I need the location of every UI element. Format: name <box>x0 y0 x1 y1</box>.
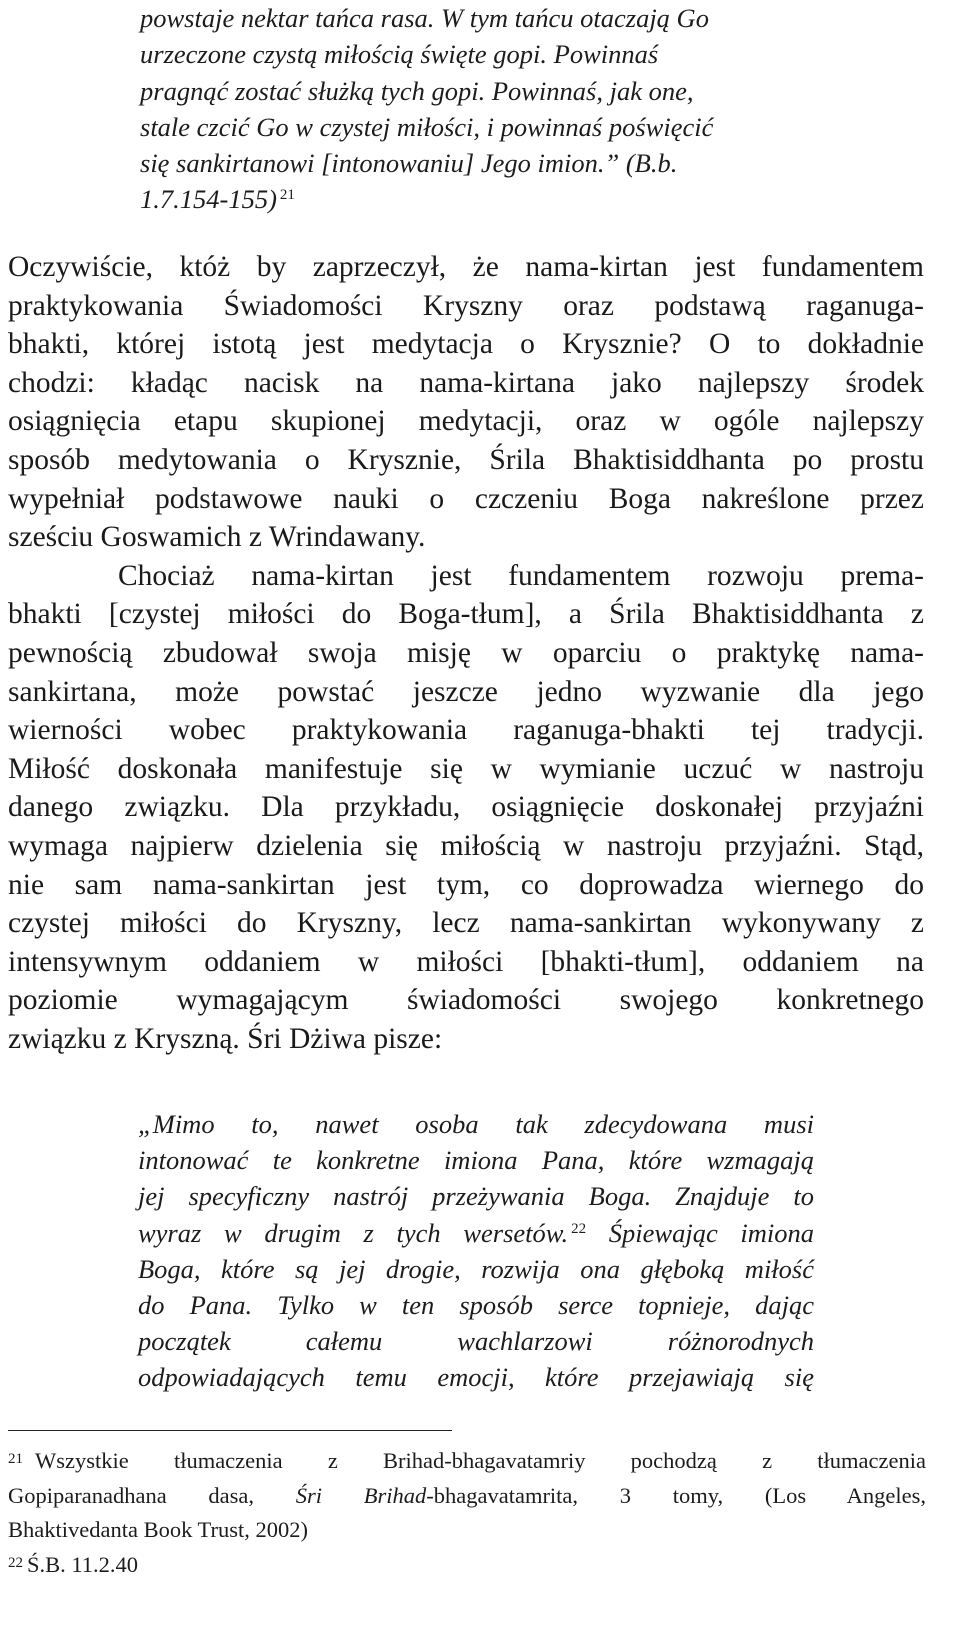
text-line: związku z Kryszną. Śri Dżiwa pisze: <box>8 1022 443 1055</box>
text-line: danego związku. Dla przykładu, osiągnięcie doskonałej przyjaźni <box>8 791 924 824</box>
footnote-text: -bhagavatamrita, 3 tomy, (Los Angeles, <box>426 1482 926 1508</box>
text-line: sposób medytowania o Krysznie, Śrila Bhaktisiddhanta po prostu <box>8 443 924 476</box>
text-line: osiągnięcia etapu skupionej medytacji, oraz w ogóle najlepszy <box>8 405 924 438</box>
quote-line: powstaje nektar tańca rasa. W tym tańcu otaczają Go <box>140 3 709 33</box>
footnote-text: Gopiparanadhana dasa, <box>8 1482 296 1508</box>
footnote-21 <box>8 1444 926 1548</box>
quote-citation: 1.7.154-155) <box>140 184 277 215</box>
text-line: czystej miłości do Kryszny, lecz nama-sankirtan wykonywany z <box>8 907 924 940</box>
text-line: Chociaż nama-kirtan jest fundamentem rozwoju prema- <box>118 559 924 592</box>
quote-line: urzeczone czystą miłością święte gopi. Powinnaś <box>140 39 659 70</box>
footnote-line: Bhaktivedanta Book Trust, 2002) <box>8 1517 309 1542</box>
block-quote-top <box>140 0 826 218</box>
quote-line: Boga, które są jej drogie, rozwija ona głęboką miłość <box>138 1253 814 1284</box>
text-line: bhakti [czystej miłości do Boga-tłum], a Śrila Bhaktisiddhanta z <box>8 598 924 631</box>
quote-line-with-ref <box>138 1215 814 1251</box>
quote-line-citation <box>140 181 826 217</box>
body-text <box>8 248 924 1058</box>
text-line: Miłość doskonała manifestuje się w wymianie uczuć w nastroju <box>8 752 924 785</box>
text-line: wypełniał podstawowe nauki o czczeniu Boga nakreślone przez <box>8 482 924 515</box>
paragraph-2 <box>8 557 924 1059</box>
text-line: praktykowania Świadomości Kryszny oraz podstawą raganuga- <box>8 289 924 322</box>
text-line: intensywnym oddaniem w miłości [bhakti-tłum], oddaniem na <box>8 945 924 978</box>
block-quote-bottom <box>138 1106 814 1396</box>
quote-line: się sankirtanowi [intonowaniu] Jego imion.” (B.b. <box>140 148 678 179</box>
footnote-number: 21 <box>8 1451 23 1467</box>
quote-line: intonować te konkretne imiona Pana, które wzmagają <box>138 1145 814 1176</box>
text-line: nie sam nama-sankirtan jest tym, co doprowadza wiernego do <box>8 868 924 901</box>
text-line: wymaga najpierw dzielenia się miłością w nastroju przyjaźni. Stąd, <box>8 829 924 862</box>
footnote-separator <box>8 1430 452 1431</box>
text-line: pewnością zbudował swoja misję w oparciu o praktykę nama- <box>8 636 924 669</box>
quote-line: odpowiadających temu emocji, które przejawiają się <box>138 1362 814 1393</box>
text-line: wierności wobec praktykowania raganuga-bhakti tej tradycji. <box>8 714 924 747</box>
footnote-ref-21[interactable]: 21 <box>279 187 295 204</box>
footnote-text: Ś.B. 11.2.40 <box>27 1551 139 1577</box>
footnote-line <box>8 1548 926 1583</box>
quote-text: Śpiewając imiona <box>586 1217 814 1248</box>
text-line: poziomie wymagającym świadomości swojego konkretnego <box>8 984 924 1017</box>
footnote-ref-22[interactable]: 22 <box>571 1220 587 1237</box>
footnote-title-italic: Śri Brihad <box>295 1482 427 1508</box>
quote-line: pragnąć zostać służką tych gopi. Powinnaś, jak one, <box>140 75 694 106</box>
footnote-number: 22 <box>8 1554 23 1571</box>
text-line: chodzi: kładąc nacisk na nama-kirtana jako najlepszy środek <box>8 366 924 399</box>
footnote-line <box>8 1479 926 1514</box>
quote-line: „Mimo to, nawet osoba tak zdecydowana musi <box>138 1109 814 1139</box>
quote-line: jej specyficzny nastrój przeżywania Boga. Znajduje to <box>138 1181 814 1212</box>
text-line: sześciu Goswamich z Wrindawany. <box>8 521 426 554</box>
text-line: bhakti, której istotą jest medytacja o Krysznie? O to dokładnie <box>8 328 924 361</box>
quote-line: stale czcić Go w czystej miłości, i powinnaś poświęcić <box>140 111 714 142</box>
text-line: Oczywiście, któż by zaprzeczył, że nama-kirtan jest fundamentem <box>8 251 924 283</box>
quote-text: wyraz w drugim z tych wersetów. <box>138 1217 569 1248</box>
quote-line: do Pana. Tylko w ten sposób serce topnieje, dając <box>138 1289 814 1320</box>
footnote-22 <box>8 1548 926 1583</box>
footnotes <box>8 1444 926 1582</box>
quote-line: początek całemu wachlarzowi różnorodnych <box>138 1326 814 1357</box>
text-line: sankirtana, może powstać jeszcze jedno wyzwanie dla jego <box>8 675 924 708</box>
footnote-text: Wszystkie tłumaczenia z Brihad-bhagavatamriy pochodzą z tłumaczenia <box>35 1448 926 1473</box>
paragraph-1 <box>8 248 924 557</box>
footnote-line <box>8 1444 926 1479</box>
